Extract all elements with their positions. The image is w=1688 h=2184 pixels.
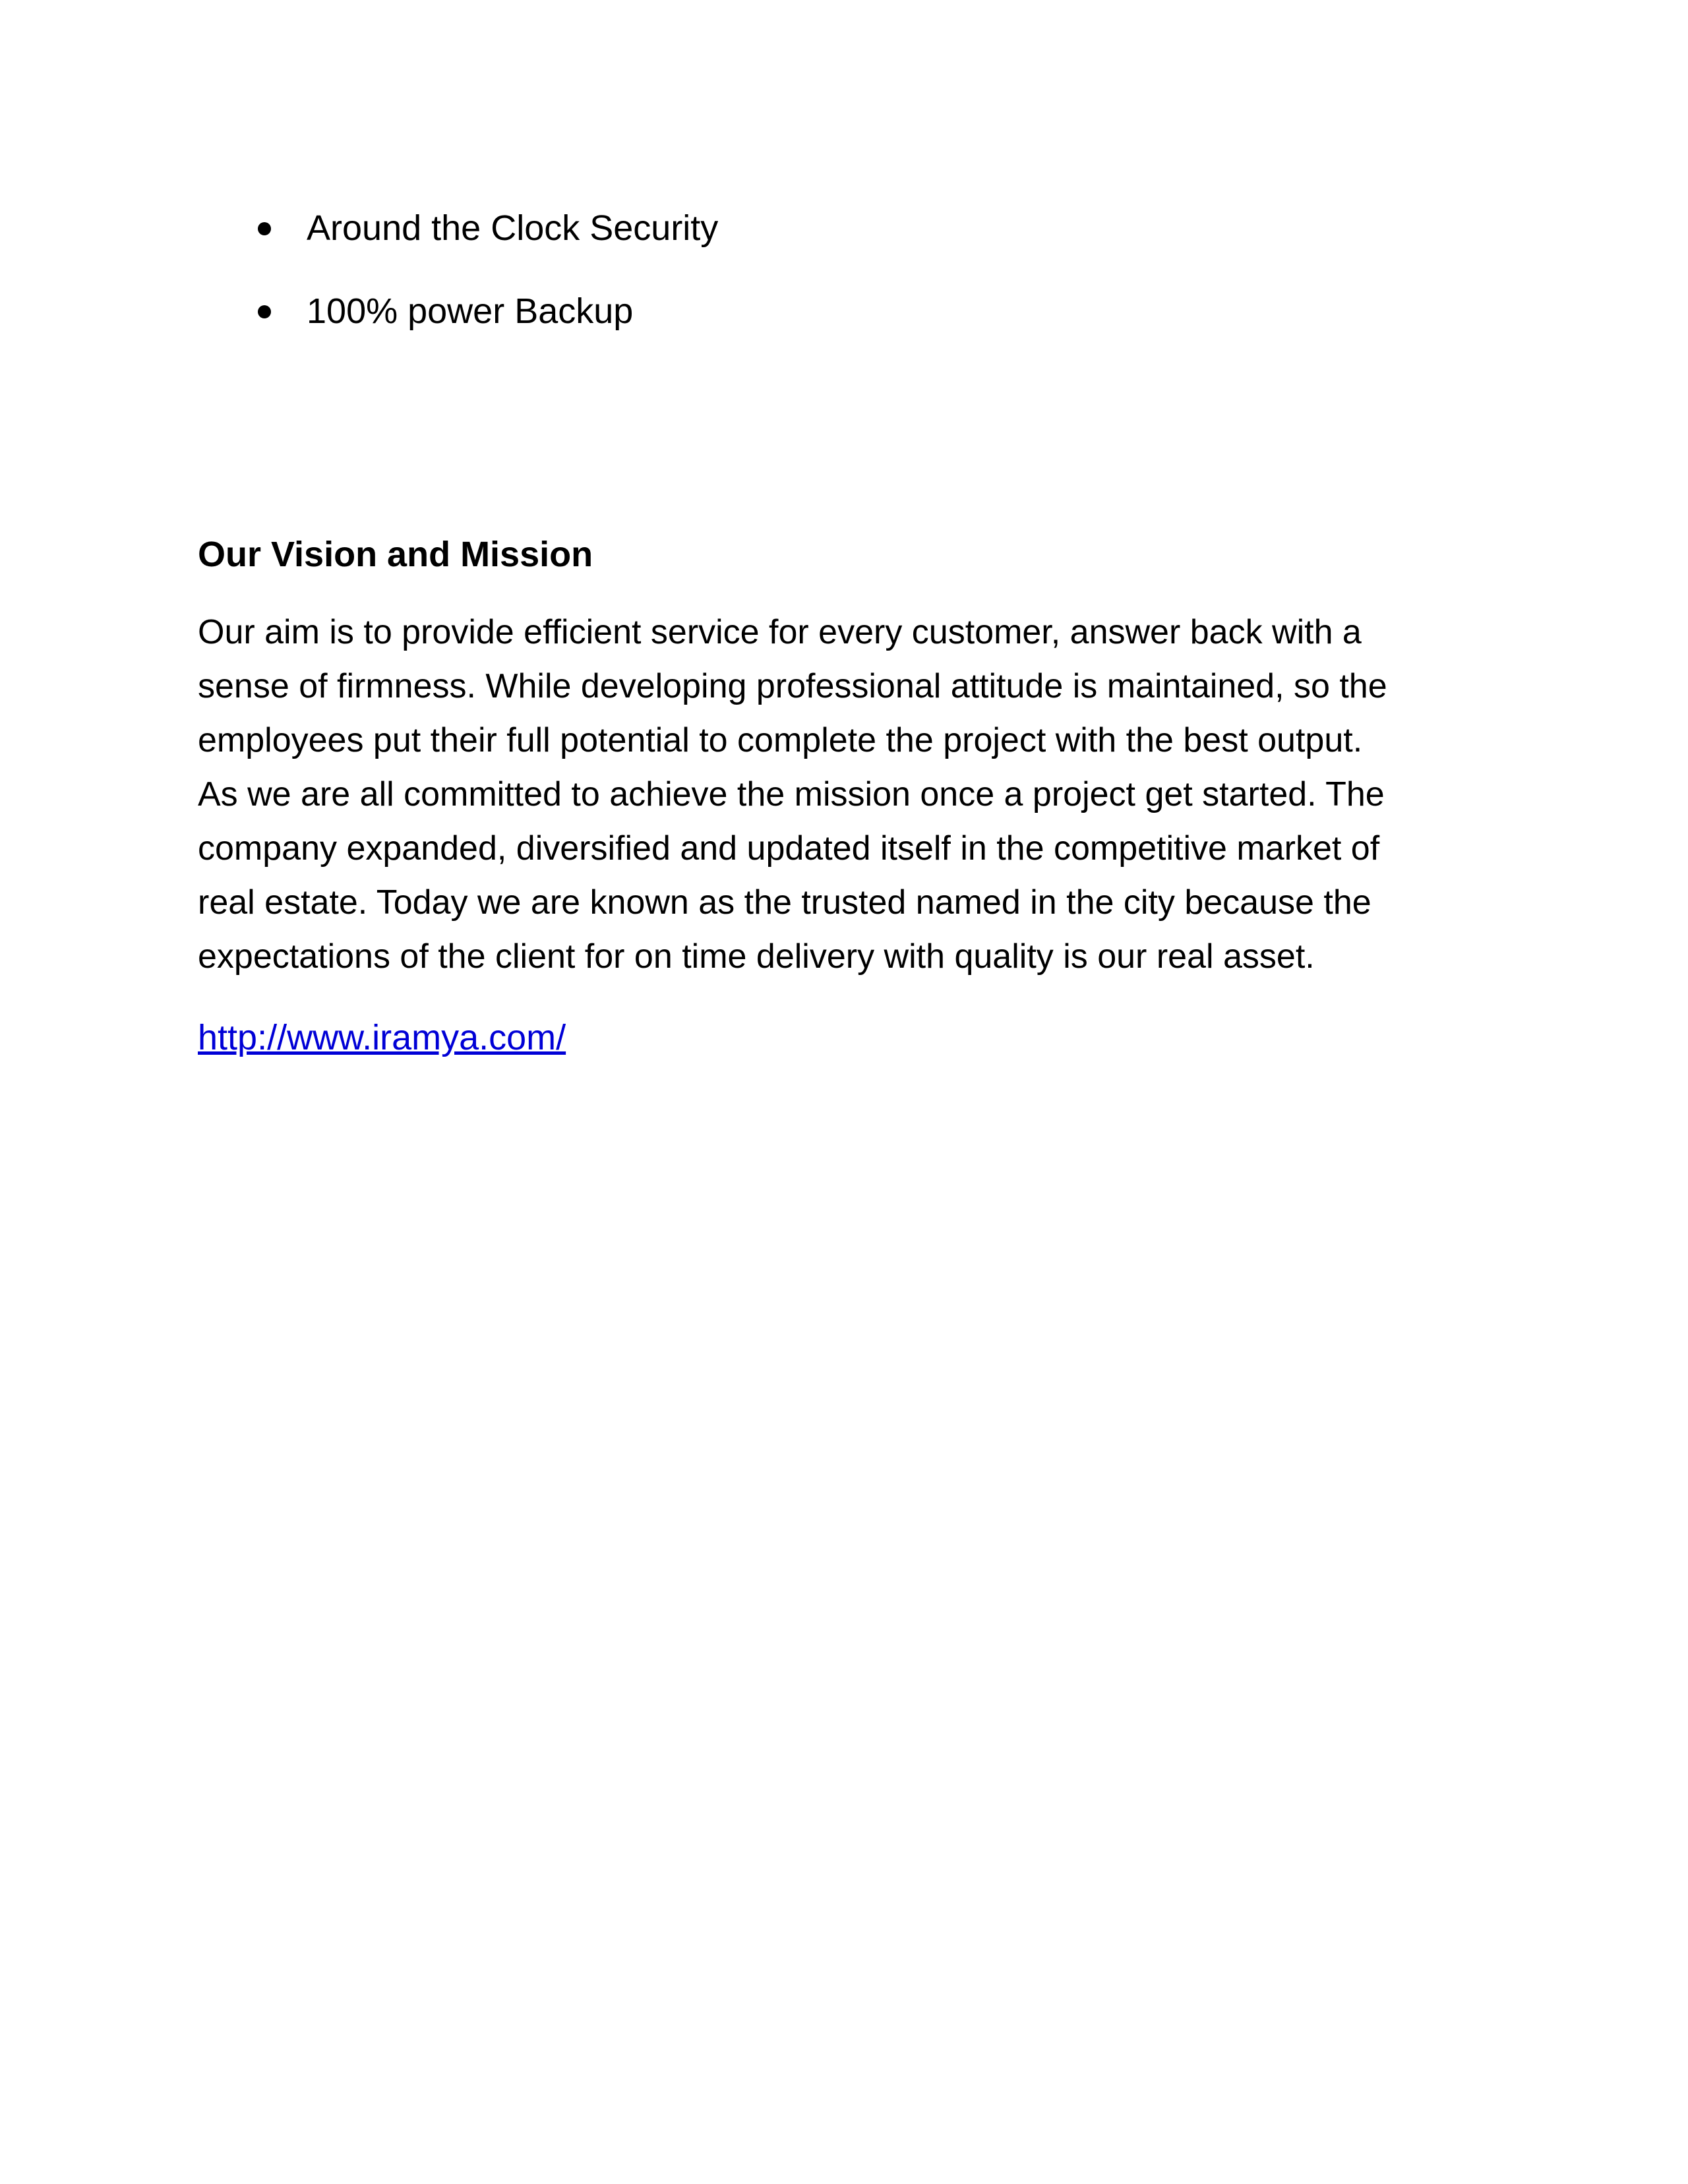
paragraph-line: As we are all committed to achieve the mission once a project get started. The (198, 775, 1385, 813)
paragraph-line: company expanded, diversified and updated itself in the competitive market of (198, 829, 1380, 868)
bullet-dot-icon (258, 222, 271, 235)
bullet-text: 100% power Backup (307, 291, 634, 331)
vision-mission-paragraph (198, 605, 1464, 984)
paragraph-line: employees put their full potential to complete the project with the best output. (198, 721, 1363, 759)
section-title: Our Vision and Mission (198, 535, 593, 574)
paragraph-line: sense of firmness. While developing professional attitude is maintained, so the (198, 667, 1387, 705)
paragraph-line: expectations of the client for on time delivery with quality is our real asset. (198, 937, 1315, 976)
paragraph-line: real estate. Today we are known as the trusted named in the city because the (198, 883, 1372, 922)
bullet-text: Around the Clock Security (307, 208, 719, 248)
website-link[interactable]: http://www.iramya.com/ (198, 1018, 566, 1057)
paragraph-line: Our aim is to provide efficient service for every customer, answer back with a (198, 613, 1362, 651)
bullet-dot-icon (258, 305, 271, 318)
